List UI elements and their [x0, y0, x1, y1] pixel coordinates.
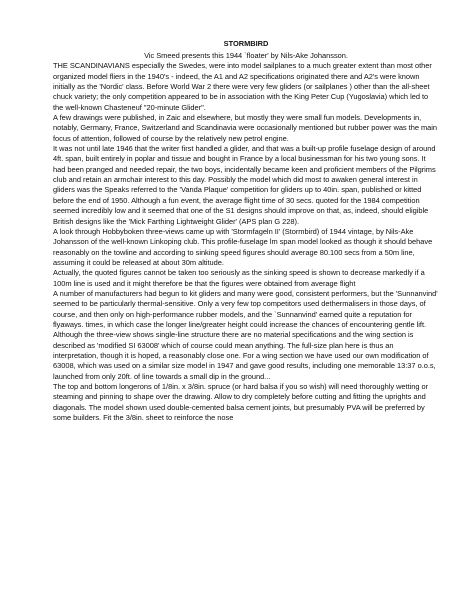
paragraph-7: Although the three-view shows single-line structure there are no material specifications and the wing section is described as 'modified SI 63008' which of course could mean anything. The full-size plan here is thus an interpretation, though it is hoped, a reasonably close one. For a wing section we have used our own modification of 63008, which was used on a similar size model in 1947 and gave good results, including one memorable 13:37 o.o.s, launched from only 20ft. of line towards a small dip in the ground... [53, 330, 436, 381]
article-title: STORMBIRD [223, 39, 269, 48]
paragraph-8: The top and bottom longerons of 1/8in. x 3/8in. spruce (or hard balsa if you so wish) will need thoroughly wetting or steaming and pinning to shape over the drawing. Allow to dry completely before cutting and fitting the uprights and diagonals. The model shown used double-cemented balsa cement joints, but presumably PVA will be preferred by some builders. Fit the 3/8in. sheet to reinforce the nose [53, 382, 429, 423]
document-page [53, 39, 439, 423]
paragraph-3: It was not until late 1946 that the writer first handled a glider, and that was a built-up profile fuselage design of around 4ft. span, built entirely in poplar and tissue and bought in France by a local businessman for his two young sons. It had been pranged and needed repair, the two boys, incidentally became keen and proficient members of the Pilgrims club and retain an armchair interest to this day. Possibly the model which did most to awaken general interest in gliders was the Speaks referred to the 'Vanda Plaque' competition for gliders up to 40in. span, published or kitted before the end of 1950. Although a fun event, the average flight time of 30 secs. quoted for the 1984 competition seemed incredibly low and it seemed that one of the S1 designs should improve on that, as, indeed, should eligible British designs like the 'Mick Farthing Lightweight Glider' (APS plan G 228). [53, 144, 436, 226]
paragraph-5: Actually, the quoted figures cannot be taken too seriously as the sinking speed is shown to decrease markedly if a 100m line is used and it might therefore be that the figures were obtained from average flight [53, 268, 425, 288]
article-byline: Vic Smeed presents this 1944 `floater' by Nils-Ake Johansson. [144, 51, 348, 60]
paragraph-1: THE SCANDINAVIANS especially the Swedes, were into model sailplanes to a much greater extent than most other organized model fliers in the 1940's - indeed, the A1 and A2 specifications originated there and A2's were known initially as the 'Nordic' class. Before World War 2 there were very few gliders (or sailplanes ) other than the all-sheet chuck variety; the only competition appeared to be in association with the King Peter Cup (Yugoslavia) which led to the well-known Chasteneuf "20-minute Glider". [53, 61, 432, 112]
paragraph-6: A number of manufacturers had begun to kit gliders and many were good, consistent performers, but the 'Sunnanvind' seemed to be particularly thermal-sensitive. Only a very few top competitors used dethermalisers in those days, of course, and then only on high-performance rubber models, and the `Sunnanvind' earned quite a reputation for flyaways. times, in which case the longer line/greater height could increase the chances of encountering gentle lift. [53, 288, 438, 329]
paragraph-2: A few drawings were published, in Zaic and elsewhere, but mostly they were small fun models. Developments in, notably, Germany, France, Switzerland and Scandinavia were occasionally mentioned but rubber power was the main focus of attention, followed of course by the relatively new petrol engine. [53, 113, 438, 143]
paragraph-4: A look through Hobbyboken three-views came up with 'Stormfageln II' (Stormbird) of 1944 vintage, by Nils-Ake Johansson of the well-known Linkoping club. This profile-fuselage lm span model looked as though it should behave reasonably on the towline and according to sinking speed figures should average 80.100 secs from a 50m line, assuming it could be released at about 30m altitude. [53, 226, 433, 267]
